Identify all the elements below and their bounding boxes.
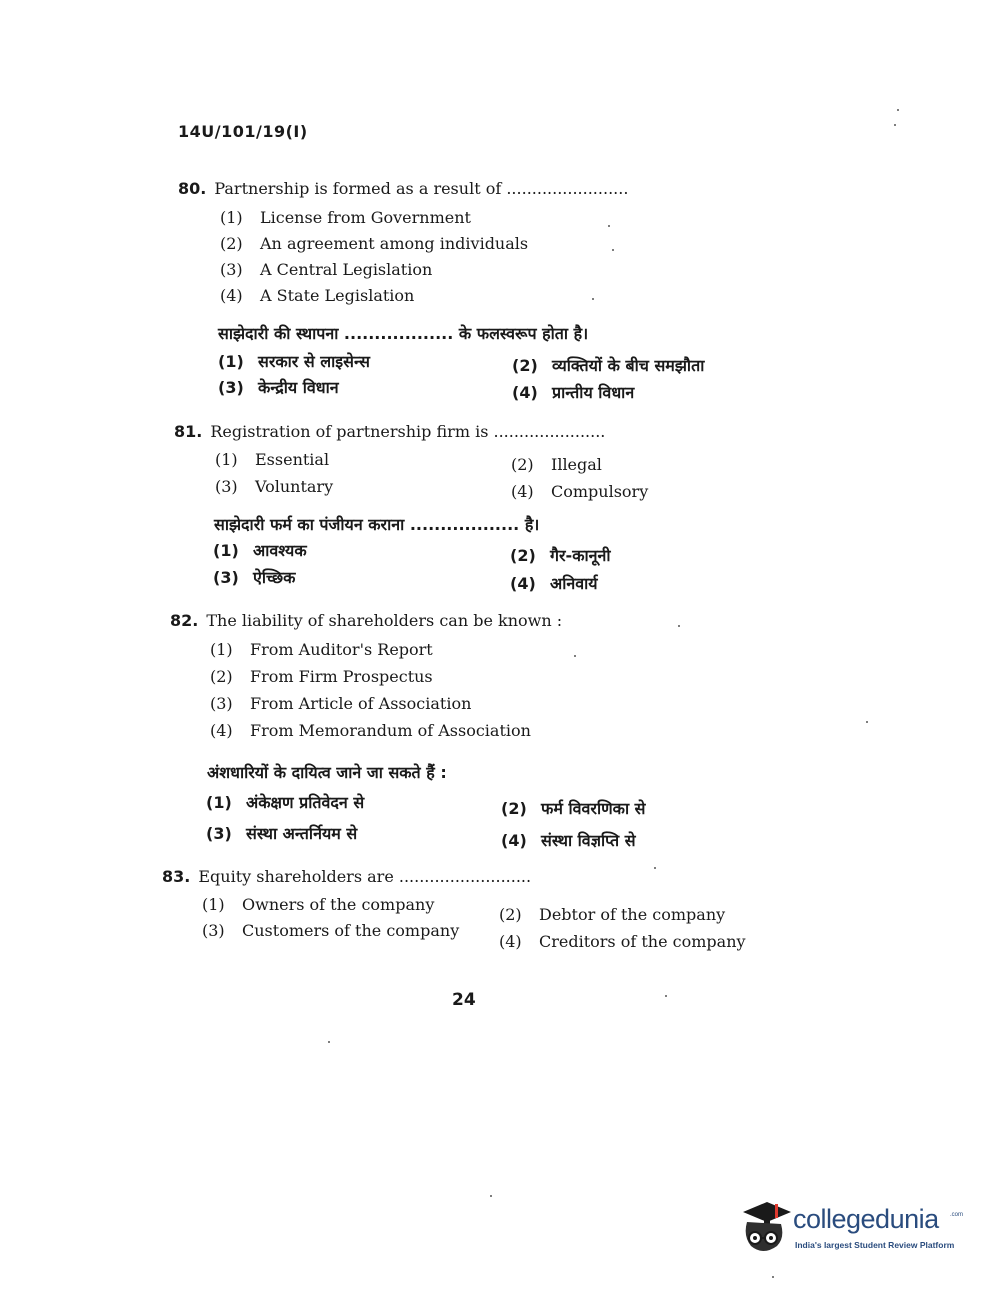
option: (1) License from Government: [220, 208, 471, 227]
hindi-option: (1) आवश्यक: [213, 541, 307, 560]
option: (4) From Memorandum of Association: [210, 721, 531, 740]
hindi-option: (2) व्यक्तियों के बीच समझौता: [512, 356, 705, 375]
option: (2) Debtor of the company: [499, 905, 726, 924]
page-number: 24: [452, 990, 476, 1010]
option: (2) From Firm Prospectus: [210, 667, 433, 686]
logo-tagline: India's largest Student Review Platform: [795, 1240, 955, 1250]
graduate-mascot-icon: [737, 1196, 793, 1260]
hindi-question-text: अंशधारियों के दायित्व जाने जा सकते हैं :: [207, 763, 447, 782]
hindi-option: (3) संस्था अन्तर्नियम से: [206, 824, 358, 843]
option: (1) From Auditor's Report: [210, 640, 433, 659]
option: (3) Voluntary: [215, 477, 334, 496]
question-number: 80.: [178, 179, 207, 198]
option: (2) An agreement among individuals: [220, 234, 529, 253]
question-text: The liability of shareholders can be known :: [206, 611, 563, 630]
logo-suffix: .com: [950, 1212, 964, 1218]
option: (3) From Article of Association: [210, 694, 472, 713]
question-text: Equity shareholders are ..........................: [198, 867, 532, 886]
question-number: 83.: [162, 867, 191, 886]
question-number: 81.: [174, 422, 203, 441]
hindi-option: (2) फर्म विवरणिका से: [501, 799, 646, 818]
hindi-option: (2) गैर-कानूनी: [510, 546, 611, 565]
question-82: [170, 613, 562, 629]
logo-wordmark: collegedunia: [793, 1204, 939, 1234]
question-83: [162, 869, 531, 885]
question-80: [178, 181, 628, 197]
paper-code: 14U/101/19(I): [178, 122, 308, 141]
option: (3) Customers of the company: [202, 921, 460, 940]
option: (2) Illegal: [511, 455, 602, 474]
hindi-question-text: साझेदारी की स्थापना .................. के फलस्वरूप होता है।: [218, 324, 589, 343]
hindi-option: (1) सरकार से लाइसेन्स: [218, 352, 370, 371]
option: (4) Creditors of the company: [499, 932, 746, 951]
hindi-option: (1) अंकेक्षण प्रतिवेदन से: [206, 793, 365, 812]
hindi-option: (4) अनिवार्य: [510, 574, 598, 593]
question-number: 82.: [170, 611, 199, 630]
question-text: Registration of partnership firm is ......................: [210, 422, 606, 441]
hindi-question-text: साझेदारी फर्म का पंजीयन कराना .................. है।: [214, 515, 540, 534]
hindi-option: (4) प्रान्तीय विधान: [512, 383, 635, 402]
question-text: Partnership is formed as a result of ........................: [214, 179, 629, 198]
hindi-option: (3) ऐच्छिक: [213, 568, 296, 587]
option: (4) Compulsory: [511, 482, 649, 501]
option: (1) Owners of the company: [202, 895, 435, 914]
collegedunia-logo: [737, 1196, 967, 1260]
hindi-option: (4) संस्था विज्ञप्ति से: [501, 831, 636, 850]
option: (1) Essential: [215, 450, 330, 469]
question-81: [174, 424, 605, 440]
option: (3) A Central Legislation: [220, 260, 433, 279]
option: (4) A State Legislation: [220, 286, 415, 305]
hindi-option: (3) केन्द्रीय विधान: [218, 378, 339, 397]
